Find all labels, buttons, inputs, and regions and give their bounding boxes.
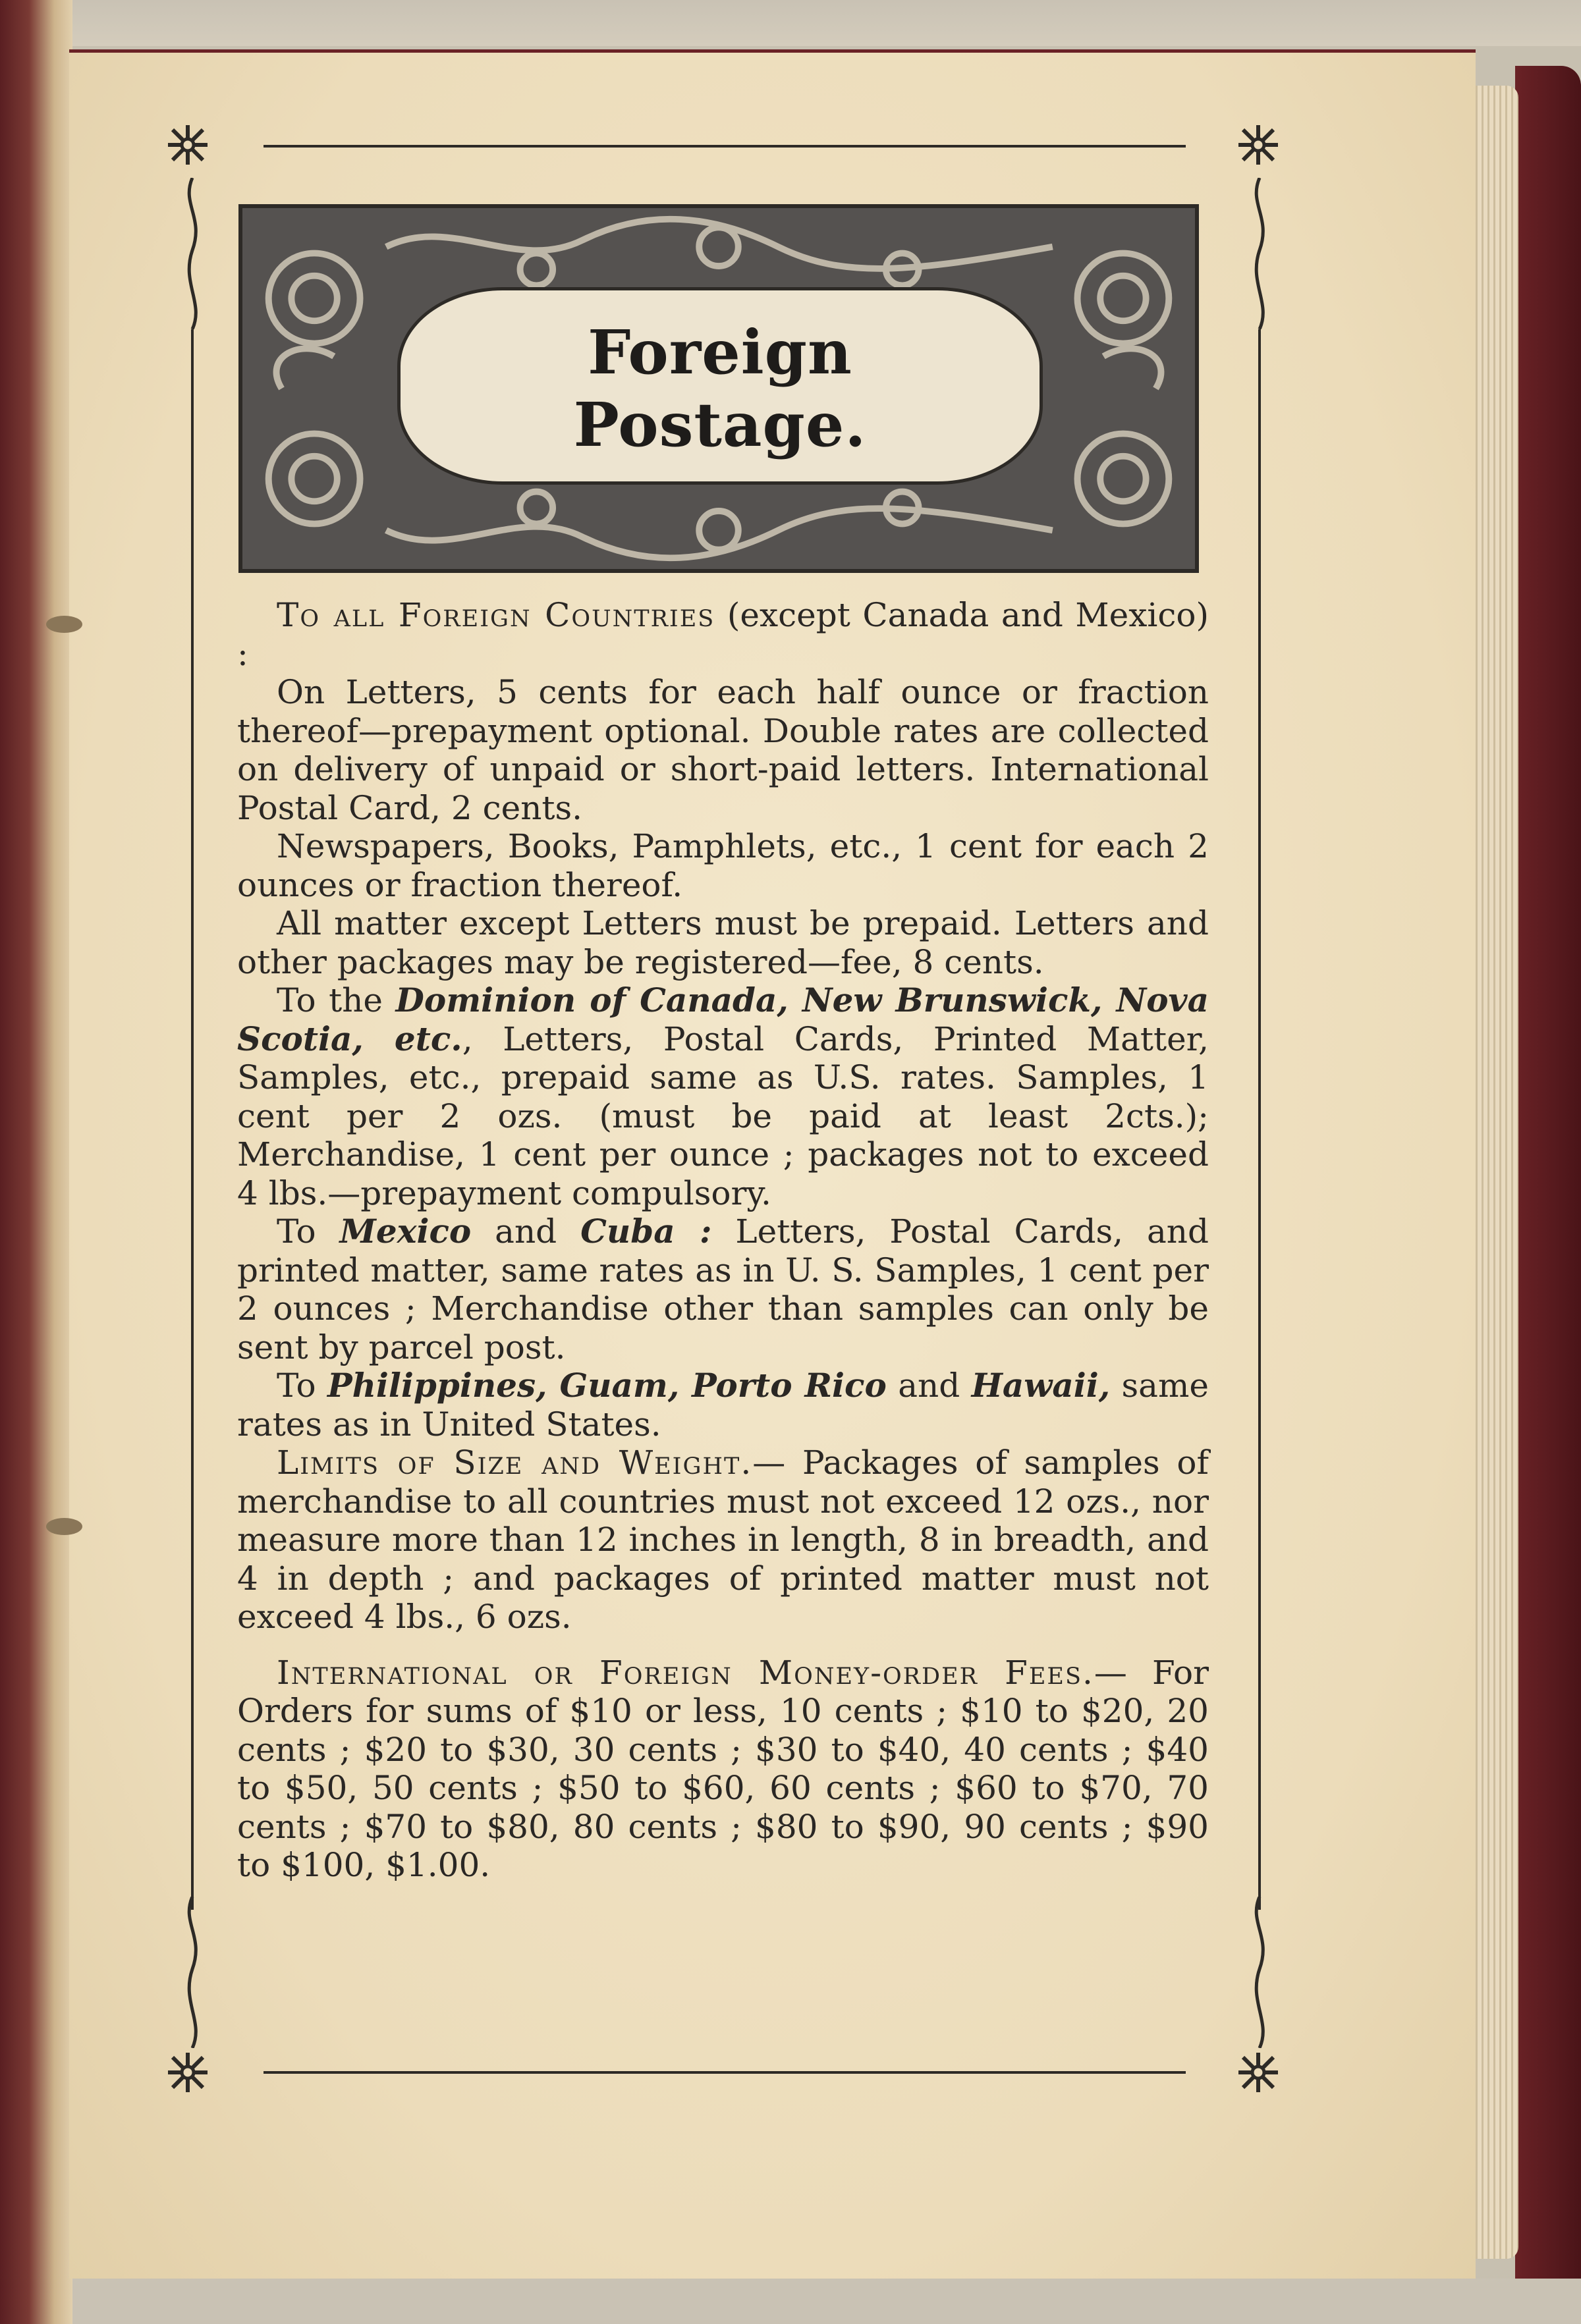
page-body bbox=[237, 596, 1209, 1885]
title-line-1: Foreign bbox=[588, 317, 852, 388]
text-fragment: To the bbox=[277, 981, 396, 1019]
paragraph-prepaid: All matter except Letters must be prepaid. Letters and other packages may be registered—fee, 8 cents. bbox=[237, 904, 1209, 981]
text-fragment: same rates as in United States. bbox=[237, 1366, 1209, 1444]
binding-stitch bbox=[46, 1518, 82, 1535]
paragraph-text: — For Orders for sums of $10 or less, 10 cents ; $10 to $20, 20 cents ; $20 to $30, 30 cents ; $30 to $40, 40 cents ; $40 to $50, 50 cents ; $50 to $60, 60 cents ; $60 to $70, 70 cents ; $70 to $80, 80 cents ; $80 to $90, 90 cents ; $90 to $100, $1.00. bbox=[237, 1653, 1209, 1884]
section-heading: To all Foreign Countries bbox=[277, 596, 715, 634]
text-fragment: To bbox=[277, 1366, 327, 1405]
place-names: Dominion of Canada, New Brunswick, Nova Scotia, etc. bbox=[237, 981, 1209, 1058]
paragraph-philippines bbox=[237, 1366, 1209, 1444]
text-fragment: and bbox=[886, 1366, 972, 1405]
book-cover-top bbox=[0, 0, 1581, 46]
place-name: Mexico bbox=[339, 1212, 472, 1251]
paragraph-text: (except Canada and Mexico) : bbox=[237, 596, 1209, 673]
paragraph-limits bbox=[237, 1444, 1209, 1636]
section-heading: Limits of Size and Weight. bbox=[277, 1444, 753, 1482]
flourish-icon bbox=[1245, 178, 1275, 329]
text-fragment: , Letters, Postal Cards, Printed Matter, Samples, etc., prepaid same as U.S. rates. Samples, 1 cent per 2 ozs. (must be paid at least 2cts.); Merchandise, 1 cent per ounce ; packages not to exceed 4 lbs.—prepayment compulsory. bbox=[237, 1019, 1209, 1212]
book-cover-bottom bbox=[0, 2279, 1581, 2324]
text-fragment: To bbox=[277, 1212, 340, 1251]
flourish-icon bbox=[1245, 1897, 1275, 2048]
book-gutter bbox=[0, 0, 72, 2324]
title-panel bbox=[397, 287, 1043, 485]
corner-ornament-icon bbox=[165, 122, 211, 168]
corner-ornament-icon bbox=[1235, 122, 1281, 168]
binding-stitch bbox=[46, 616, 82, 633]
text-fragment: and bbox=[471, 1212, 581, 1251]
title-cartouche bbox=[238, 204, 1199, 573]
paragraph-canada bbox=[237, 981, 1209, 1212]
paragraph-mexico-cuba bbox=[237, 1212, 1209, 1366]
corner-ornament-icon bbox=[1235, 2049, 1281, 2095]
corner-ornament-icon bbox=[165, 2049, 211, 2095]
flourish-icon bbox=[178, 1897, 208, 2048]
place-name: Hawaii, bbox=[971, 1366, 1111, 1405]
section-heading: International or Foreign Money-order Fees. bbox=[277, 1653, 1094, 1692]
text-fragment: Letters, Postal Cards, and printed matter, same rates as in U. S. Samples, 1 cent per 2 ounces ; Merchandise other than samples can only be sent by parcel post. bbox=[237, 1212, 1209, 1366]
paragraph-text: — Packages of samples of merchandise to all countries must not exceed 12 ozs., nor measure more than 12 inches in length, 8 in breadth, and 4 in depth ; and packages of printed matter must not exceed 4 lbs., 6 ozs. bbox=[237, 1444, 1209, 1636]
book-cover-right bbox=[1515, 66, 1581, 2305]
flourish-icon bbox=[178, 178, 208, 329]
place-names: Philippines, Guam, Porto Rico bbox=[327, 1366, 887, 1405]
paragraph-letters: On Letters, 5 cents for each half ounce or fraction thereof—prepayment optional. Double rates are collected on delivery of unpaid or short-paid letters. International Postal Card, 2 cents. bbox=[237, 673, 1209, 827]
paragraph-foreign-countries bbox=[237, 596, 1209, 673]
title-line-2: Postage. bbox=[573, 389, 867, 460]
place-name: Cuba : bbox=[580, 1212, 712, 1251]
paragraph-money-order bbox=[237, 1654, 1209, 1885]
paragraph-newspapers: Newspapers, Books, Pamphlets, etc., 1 cent for each 2 ounces or fraction thereof. bbox=[237, 827, 1209, 904]
